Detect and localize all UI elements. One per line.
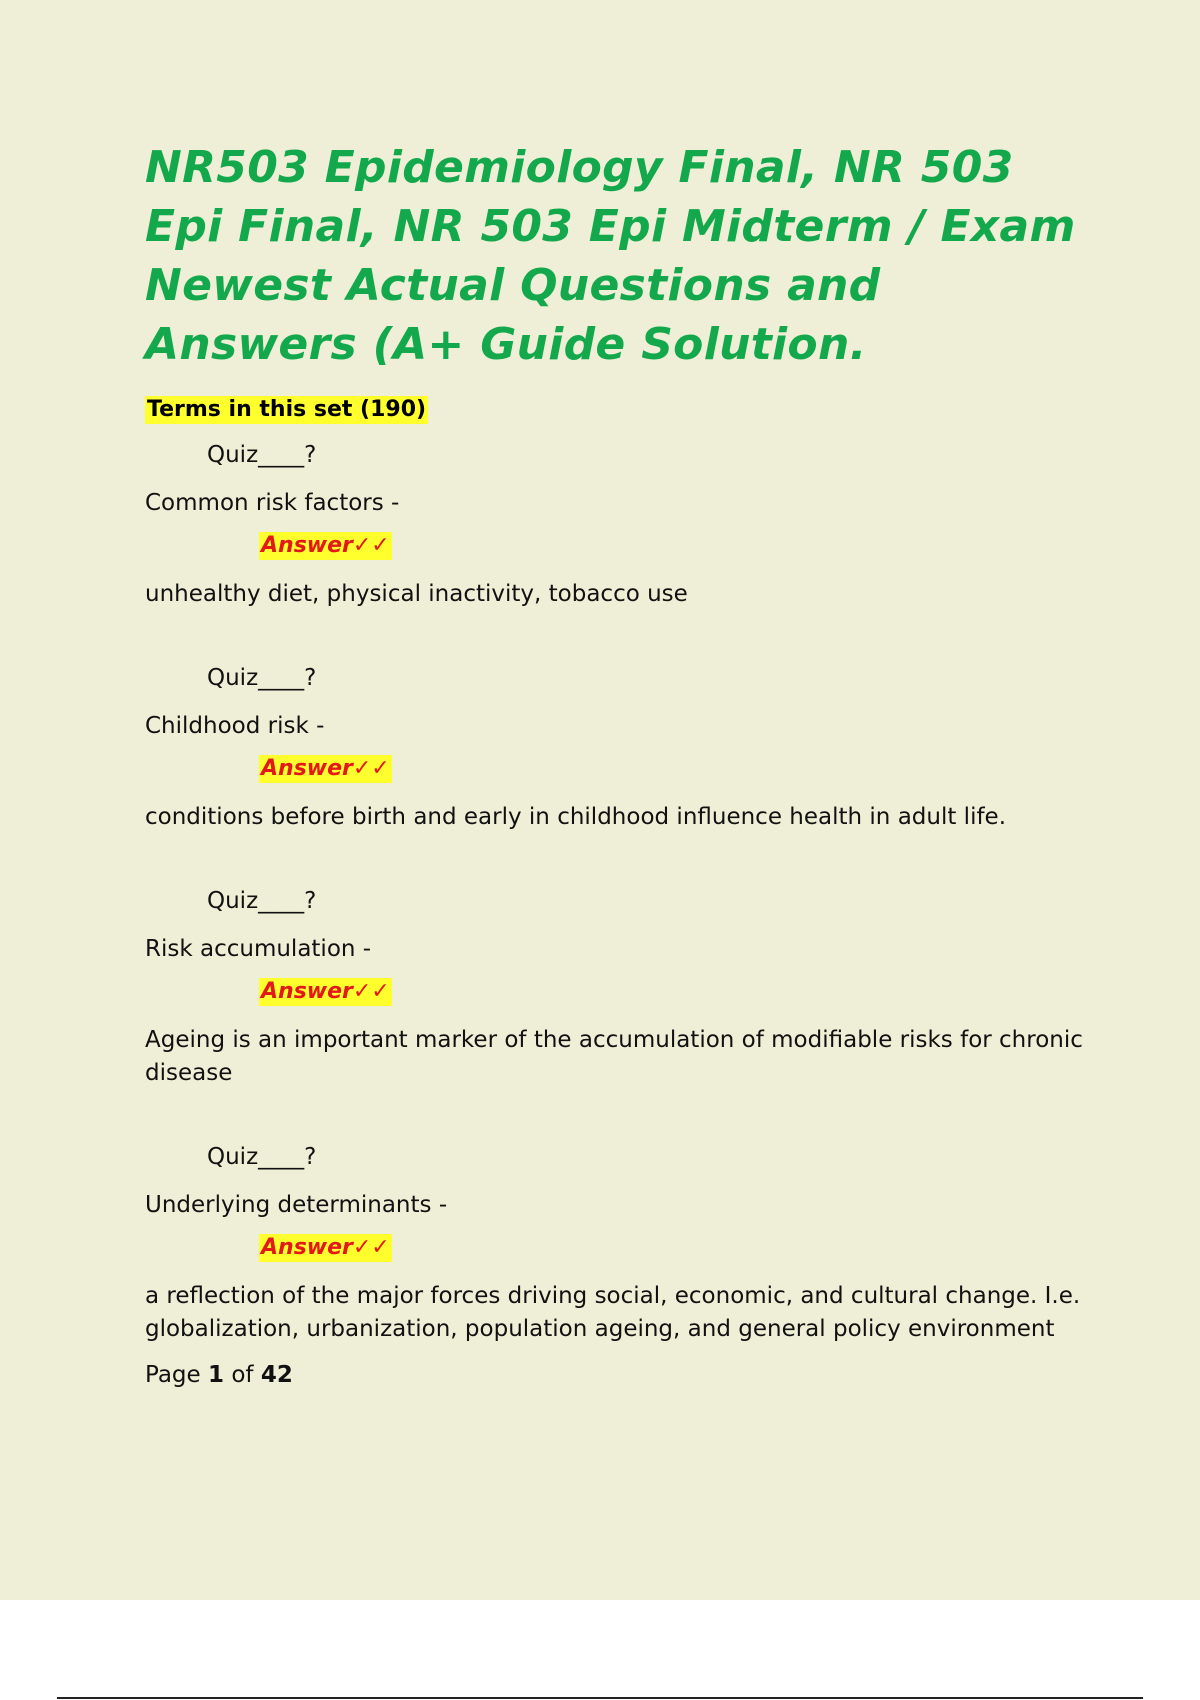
document-content <box>145 138 1105 1392</box>
term-text: Underlying determinants - <box>145 1192 448 1218</box>
document-title: NR503 Epidemiology Final, NR 503 Epi Final, NR 503 Epi Midterm / Exam Newest Actual Questions and Answers (A+ Guide Solution. <box>145 142 1076 370</box>
answer-row <box>259 978 1105 1012</box>
answer-badge: Answer✓✓ <box>261 756 390 781</box>
term-text: Common risk factors - <box>145 490 400 516</box>
terms-count-label: Terms in this set (190) <box>147 397 427 422</box>
answer-badge: Answer✓✓ <box>261 979 390 1004</box>
qa-item-4 <box>145 1140 1105 1346</box>
definition-text: Ageing is an important marker of the accumulation of modifiable risks for chronic disease <box>145 1027 1083 1086</box>
total-pages: 42 <box>260 1362 293 1388</box>
page-number <box>145 1358 1105 1392</box>
qa-item-2 <box>145 661 1105 834</box>
term-text: Childhood risk - <box>145 713 325 739</box>
footer-divider <box>57 1697 1143 1699</box>
current-page: 1 <box>208 1362 225 1388</box>
definition-text: conditions before birth and early in childhood influence health in adult life. <box>145 804 1007 830</box>
qa-item-1 <box>145 438 1105 611</box>
quiz-prompt: Quiz____? <box>207 1144 317 1170</box>
answer-row <box>259 755 1105 789</box>
item-spacer <box>145 834 1105 884</box>
page-word: Page <box>145 1362 201 1388</box>
answer-row <box>259 1234 1105 1268</box>
of-word: of <box>231 1362 254 1388</box>
definition-text: a reflection of the major forces driving social, economic, and cultural change. I.e. globalization, urbanization, population ageing, and general policy environment <box>145 1283 1081 1342</box>
term-text: Risk accumulation - <box>145 936 372 962</box>
item-spacer <box>145 1090 1105 1140</box>
answer-row <box>259 532 1105 566</box>
quiz-prompt: Quiz____? <box>207 442 317 468</box>
answer-badge: Answer✓✓ <box>261 533 390 558</box>
item-spacer <box>145 611 1105 661</box>
quiz-prompt: Quiz____? <box>207 665 317 691</box>
quiz-prompt: Quiz____? <box>207 888 317 914</box>
answer-badge: Answer✓✓ <box>261 1235 390 1260</box>
definition-text: unhealthy diet, physical inactivity, tobacco use <box>145 581 688 607</box>
qa-item-3 <box>145 884 1105 1090</box>
